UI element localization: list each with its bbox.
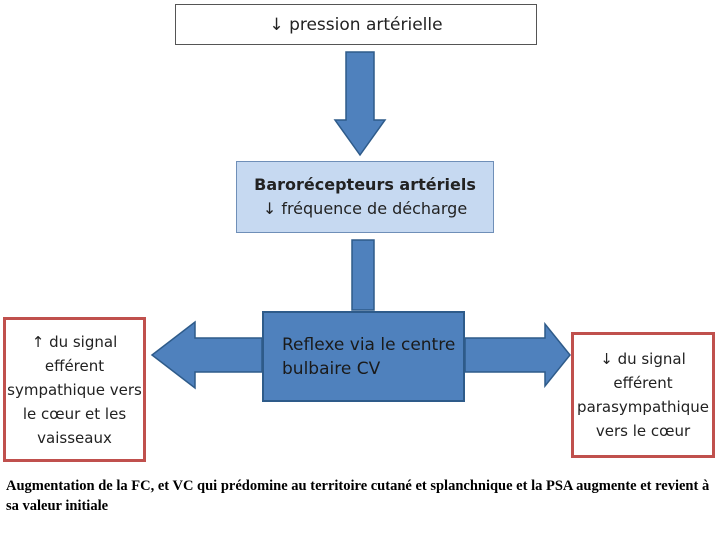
parasympathetic-line: efférent: [613, 374, 673, 392]
connector-baro-reflex: [352, 240, 374, 310]
sympathetic-box: [3, 317, 146, 462]
conclusion-text: Augmentation de la FC, et VC qui prédomine au territoire cutané et splanchnique et la PSA augmente et revient à sa valeur initiale: [6, 478, 710, 514]
reflex-center-box: [262, 311, 465, 402]
reflex-line-2: bulbaire CV: [282, 358, 381, 379]
sympathetic-line: efférent: [44, 356, 105, 375]
parasympathetic-line: ↓ du signal: [600, 350, 686, 368]
arrow-left: [152, 322, 262, 388]
sympathetic-line: sympathique vers: [7, 380, 142, 399]
parasympathetic-line: parasympathique: [577, 398, 709, 416]
sympathetic-line: vaisseaux: [37, 428, 112, 447]
arrow-right: [465, 324, 570, 386]
parasympathetic-box: [571, 332, 715, 458]
baroreceptors-subtitle: ↓ fréquence de décharge: [262, 199, 468, 218]
parasympathetic-line: vers le cœur: [595, 422, 691, 440]
reflex-line-1: Reflexe via le centre: [282, 334, 456, 355]
sympathetic-line: le cœur et les: [22, 404, 127, 423]
arrow-down-top: [335, 52, 385, 155]
sympathetic-line: ↑ du signal: [31, 332, 118, 351]
baroreceptors-title: Barorécepteurs artériels: [254, 175, 476, 194]
baroreceptors-box: [236, 161, 494, 233]
blood-pressure-box: [175, 4, 537, 45]
blood-pressure-label: ↓ pression artérielle: [269, 14, 443, 35]
